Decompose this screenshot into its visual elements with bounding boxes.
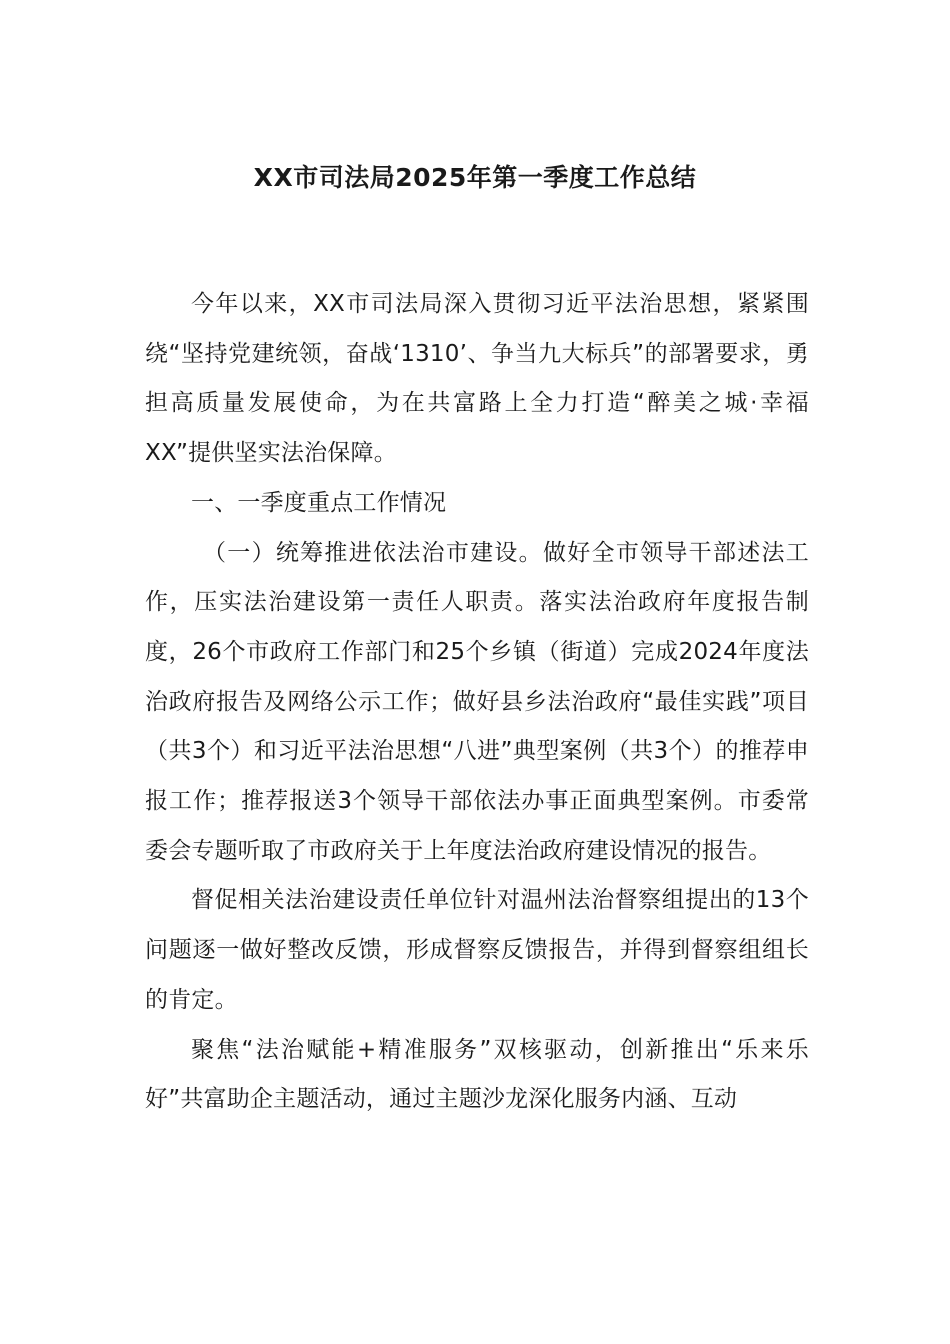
paragraph-supervision: 督促相关法治建设责任单位针对温州法治督察组提出的13个问题逐一做好整改反馈，形成督察反馈报告，并得到督察组组长的肯定。 [145, 887, 809, 1013]
paragraph-subsection-1: （一）统筹推进依法治市建设。做好全市领导干部述法工作，压实法治建设第一责任人职责。落实法治政府年度报告制度，26个市政府工作部门和25个乡镇（街道）完成2024年度法治政府报告及网络公示工作；做好县乡法治政府“最佳实践”项目（共3个）和习近平法治思想“八进”典型案例（共3个）的推荐申报工作；推荐报送3个领导干部依法办事正面典型案例。市委常委会专题听取了市政府关于上年度法治政府建设情况的报告。 [145, 539, 809, 864]
paragraph-services: 聚焦“法治赋能+精准服务”双核驱动，创新推出“乐来乐好”共富助企主题活动，通过主题沙龙深化服务内涵、互动 [145, 1036, 809, 1113]
document-body [145, 280, 809, 1125]
section-heading: 一、一季度重点工作情况 [191, 489, 447, 516]
paragraph-intro: 今年以来，XX市司法局深入贯彻习近平法治思想，紧紧围绕“坚持党建统领，奋战‘1310’、争当九大标兵”的部署要求，勇担高质量发展使命，为在共富路上全力打造“醉美之城·幸福XX”提供坚实法治保障。 [145, 291, 809, 467]
document-title: XX市司法局2025年第一季度工作总结 [253, 163, 697, 192]
